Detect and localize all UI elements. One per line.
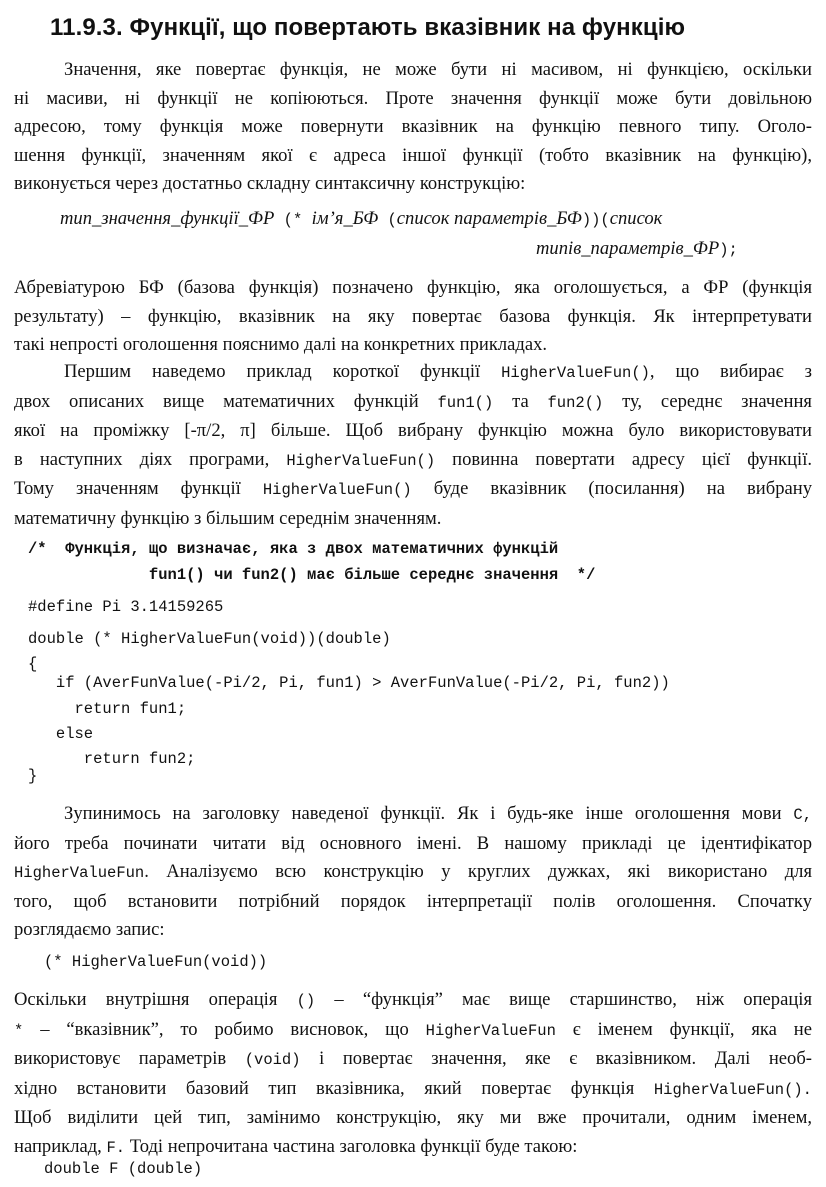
text-line: Значення, яке повертає функція, не може бути ні масивом, ні функцією, оскільки [64, 59, 812, 80]
text-line [14, 986, 812, 1016]
text-fragment: Зупинимось на заголовку наведеної функції. Як і будь-яке інше оголошення мови [64, 803, 794, 824]
code-define: #define Pi 3.14159265 [28, 598, 224, 616]
code-open-brace: { [28, 655, 38, 673]
code-inline: () [296, 992, 316, 1010]
code-inline: * [14, 1021, 24, 1040]
code-comment-line-1: /* Функція, що визначає, яка з двох математичних функцій [28, 540, 559, 558]
section-heading: 11.9.3. Функції, що повертають вказівник на функцію [50, 14, 686, 41]
text-line: його треба починати читати від основного імені. В нашому прикладі це ідентифікатор [14, 832, 812, 854]
text-line: математичну функцію з більшим середнім значенням. [14, 507, 442, 529]
text-line [14, 475, 812, 505]
syntax-part: тип_значення_функції_ФР [60, 208, 275, 229]
text-line [14, 800, 812, 830]
text-line: Щоб виділити цей тип, замінимо конструкцію, яку ми вже прочитали, одним іменем, [14, 1107, 812, 1128]
text-line: виконується через достатньо складну синтаксичну конструкцію: [14, 173, 526, 194]
text-fragment: повинна повертати адресу цієї функції. [435, 448, 813, 470]
code-inline: C, [793, 806, 812, 824]
text-fragment: Тому значенням функції [14, 478, 263, 499]
text-fragment: – “функція” має вище старшинство, ніж операція [315, 989, 812, 1010]
text-fragment: Першим наведемо приклад короткої функції [64, 361, 502, 382]
text-fragment: та [493, 390, 548, 412]
syntax-part: ))( [581, 211, 610, 229]
text-line [14, 858, 812, 888]
text-fragment: в наступних діях програми, [14, 448, 287, 470]
code-inline: fun1() [437, 393, 494, 412]
syntax-part: ); [719, 241, 738, 259]
code-inline: HigherValueFun [425, 1021, 556, 1040]
code-return-2: return fun2; [28, 750, 196, 768]
paragraph-intro [14, 56, 812, 199]
syntax-part: список [609, 208, 663, 229]
text-line: Абревіатурою БФ (базова функція) позначено функцію, яка оголошується, а ФР (функція [14, 277, 812, 298]
code-else: else [28, 725, 94, 743]
text-line [14, 1075, 812, 1105]
text-fragment: – “вказівник”, то робимо висновок, що [23, 1018, 426, 1040]
code-close-brace: } [28, 767, 38, 785]
code-if: if (AverFunValue(-Pi/2, Pi, fun1) > AverFunValue(-Pi/2, Pi, fun2)) [28, 674, 670, 692]
code-inline: HigherValueFun(). [653, 1080, 812, 1099]
text-fragment: ту, середнє значення [603, 390, 812, 412]
text-line: розглядаємо запис: [14, 919, 165, 940]
text-line: такі непрості оголошення пояснимо далі на конкретних прикладах. [14, 334, 548, 355]
text-fragment: і повертає значення, яке є вказівником. Далі необ- [300, 1048, 812, 1069]
syntax-part: (* [274, 211, 312, 229]
syntax-part: типів_параметрів_ФР [536, 238, 720, 259]
text-fragment: двох описаних вище математичних функцій [14, 390, 438, 412]
text-line: адресою, тому функція може повернути вказівник на функцію певного типу. Оголо- [14, 116, 812, 137]
code-inline: (void) [244, 1051, 301, 1069]
code-snippet-1: (* HigherValueFun(void)) [44, 953, 268, 971]
paragraph-analysis [14, 800, 812, 945]
syntax-line-1 [60, 208, 662, 230]
paragraph-example [14, 358, 812, 533]
text-line [14, 1133, 812, 1163]
code-inline: HigherValueFun() [262, 481, 412, 499]
text-fragment: буде вказівник (посилання) на вибрану [411, 478, 812, 499]
text-fragment: Тоді непрочитана частина заголовка функції буде такою: [125, 1135, 578, 1157]
syntax-part: ім’я_БФ [311, 208, 379, 229]
text-line [14, 446, 812, 476]
text-fragment: хідно встановити базовий тип вказівника, який повертає функція [14, 1077, 654, 1099]
code-inline: F. [106, 1138, 126, 1157]
text-line [14, 388, 812, 418]
code-snippet-2: double F (double) [44, 1160, 203, 1178]
code-inline: HigherValueFun() [286, 451, 436, 470]
text-fragment: є іменем функції, яка не [555, 1018, 812, 1040]
code-comment-line-2: fun1() чи fun2() має більше середнє значення */ [28, 566, 596, 584]
code-inline: HigherValueFun() [501, 364, 650, 382]
text-fragment: Оскільки внутрішня операція [14, 989, 297, 1010]
paragraph-abbreviations [14, 274, 812, 360]
text-line: шення функції, значенням якої є адреса іншої функції (тобто вказівник на функцію), [14, 144, 812, 166]
syntax-line-2 [536, 238, 738, 260]
syntax-part: ( [378, 211, 397, 229]
text-line: якої на проміжку [-π/2, π] більше. Щоб вибрану функцію можна було використовувати [14, 420, 812, 441]
text-line: результату) – функцію, вказівник на яку повертає базова функція. Як інтерпретувати [14, 305, 812, 327]
code-inline: fun2() [547, 393, 604, 412]
code-inline: HigherValueFun [14, 864, 145, 882]
text-fragment: наприклад, [14, 1135, 107, 1157]
code-return-1: return fun1; [28, 700, 187, 718]
text-line: ні масиви, ні функції не копіюються. Проте значення функції може бути довільною [14, 87, 812, 109]
text-line: того, щоб встановити потрібний порядок інтерпретації полів оголошення. Спочатку [14, 890, 812, 912]
text-line [14, 1016, 812, 1046]
code-declaration: double (* HigherValueFun(void))(double) [28, 630, 391, 648]
text-fragment: використовує параметрів [14, 1048, 245, 1069]
text-fragment: . Аналізуємо всю конструкцію у круглих дужках, які використано для [144, 861, 812, 882]
text-line [14, 358, 812, 388]
paragraph-precedence [14, 986, 812, 1162]
text-line [14, 1045, 812, 1075]
syntax-part: список параметрів_БФ [396, 208, 582, 229]
text-fragment: , що вибирає з [649, 361, 812, 382]
